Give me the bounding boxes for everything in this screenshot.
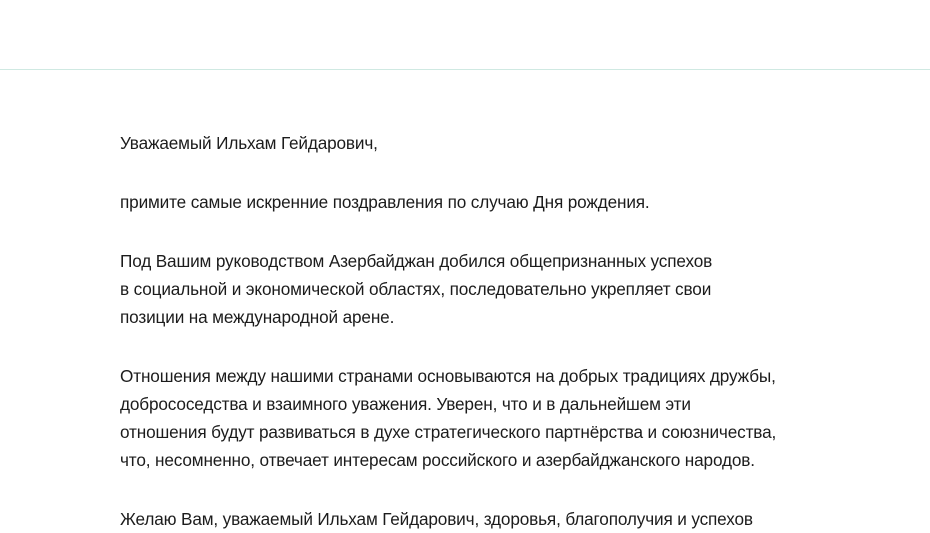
letter-paragraph: примите самые искренние поздравления по случаю Дня рождения.: [120, 192, 650, 212]
header-divider: [0, 69, 930, 70]
letter-paragraph: Желаю Вам, уважаемый Ильхам Гейдарович, здоровья, благополучия и успехов: [120, 509, 753, 529]
letter-paragraph: Отношения между нашими странами основываются на добрых традициях дружбы, добрососедства и взаимного уважения. Уверен, что и в дальнейшем эти отношения будут развиваться в духе стратегического партнёрства и союзничества, что, несомненно, отвечает интересам российского и азербайджанского народов.: [120, 366, 777, 470]
letter-body: [120, 129, 820, 533]
page-header-area: [0, 0, 930, 70]
letter-greeting: Уважаемый Ильхам Гейдарович,: [120, 133, 378, 153]
letter-paragraph: Под Вашим руководством Азербайджан добился общепризнанных успехов в социальной и экономической областях, последовательно укрепляет свои позиции на международной арене.: [120, 251, 713, 327]
